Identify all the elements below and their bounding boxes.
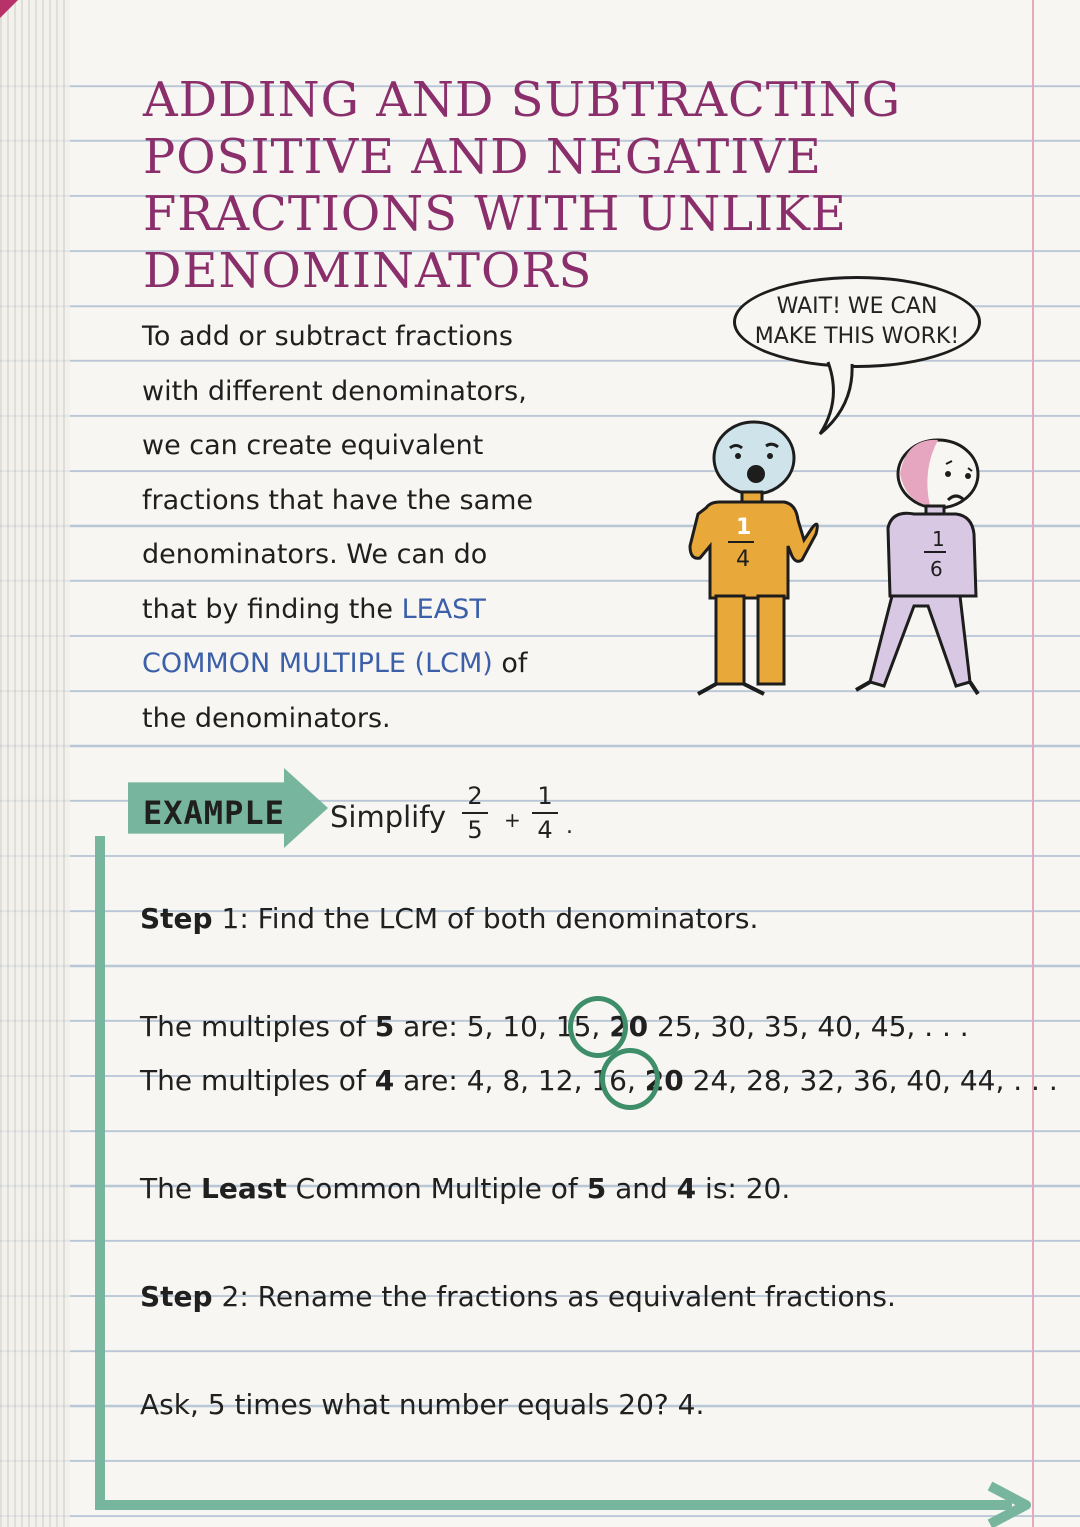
multiples-after: 24, 28, 32, 36, 40, 44, . . . [683, 1064, 1058, 1097]
multiples-base: 5 [374, 1010, 395, 1043]
multiples-before: 4, 8, 12, 16, [466, 1064, 645, 1097]
shirt-numerator: 1 [932, 527, 945, 551]
lcm-number-a: 5 [586, 1172, 607, 1205]
multiples-mid: are: [394, 1064, 467, 1097]
fraction-one-fourth [532, 782, 558, 844]
intro-line: with different denominators, [142, 375, 527, 407]
lcm-bold-word: Least [200, 1172, 287, 1205]
fraction-denominator: 5 [467, 816, 483, 844]
multiples-before: 5, 10, 15, [466, 1010, 610, 1043]
title-line-4: DENOMINATORS [143, 243, 593, 299]
multiples-prefix: The multiples of [140, 1010, 375, 1043]
ask-line: Ask, 5 times what number equals 20? 4. [140, 1388, 705, 1421]
intro-line: fractions that have the same [142, 484, 534, 516]
fraction-bar [532, 812, 558, 814]
key-term: LEAST [401, 593, 486, 625]
example-prompt: Simplify [330, 800, 447, 834]
intro-line: we can create equivalent [142, 430, 484, 461]
intro-text: that by finding the [142, 593, 402, 625]
key-term: COMMON MULTIPLE (LCM) [142, 648, 493, 679]
step-2 [140, 1280, 896, 1313]
title-line-2: POSITIVE AND NEGATIVE [143, 129, 822, 185]
intro-text: of [492, 648, 528, 679]
shirt-numerator: 1 [736, 515, 752, 540]
lcm-text: is: 20. [696, 1172, 791, 1205]
example-label: EXAMPLE [143, 794, 285, 832]
common-multiple-circle [600, 1048, 660, 1110]
title-line-3: FRACTIONS WITH UNLIKE [143, 186, 847, 242]
step-label: Step [140, 902, 213, 935]
step-text: Find the LCM of both denominators. [248, 902, 759, 935]
step-1 [140, 902, 758, 935]
multiples-mid: are: [394, 1010, 467, 1043]
title-line-1: ADDING AND SUBTRACTING [143, 72, 902, 128]
fraction-two-fifths [462, 782, 488, 844]
fraction-numerator: 2 [467, 782, 483, 810]
step-label: Step [140, 1280, 213, 1313]
speech-line-2: MAKE THIS WORK! [754, 324, 960, 349]
lcm-number-b: 4 [676, 1172, 697, 1205]
intro-line: To add or subtract fractions [142, 321, 513, 352]
fraction-numerator: 1 [537, 782, 553, 810]
speech-line-1: WAIT! WE CAN [776, 294, 938, 319]
sentence-period: . [566, 814, 573, 839]
lcm-result [140, 1172, 790, 1205]
multiples-prefix: The multiples of [140, 1064, 375, 1097]
step-number: 1: [221, 902, 249, 935]
shirt-denominator: 6 [930, 557, 943, 581]
fraction-denominator: 4 [537, 816, 553, 844]
circled-common-multiple: 20 [644, 1064, 684, 1097]
shirt-denominator: 4 [736, 547, 750, 572]
step-text: Rename the fractions as equivalent fractions. [248, 1280, 896, 1313]
plus-sign: + [504, 808, 521, 832]
multiples-base: 4 [374, 1064, 395, 1097]
multiples-after: 25, 30, 35, 40, 45, . . . [648, 1010, 969, 1043]
intro-line: denominators. We can do [142, 539, 488, 570]
common-multiple-circle [568, 996, 628, 1058]
lcm-text: The [140, 1172, 201, 1205]
fraction-bar [462, 812, 488, 814]
lcm-text: and [606, 1172, 677, 1205]
multiples-of-5 [140, 1010, 969, 1043]
multiples-of-4 [140, 1064, 1058, 1097]
circled-common-multiple: 20 [609, 1010, 649, 1043]
step-number: 2: [221, 1280, 249, 1313]
lcm-text: Common Multiple of [286, 1172, 587, 1205]
intro-line: the denominators. [142, 702, 391, 734]
